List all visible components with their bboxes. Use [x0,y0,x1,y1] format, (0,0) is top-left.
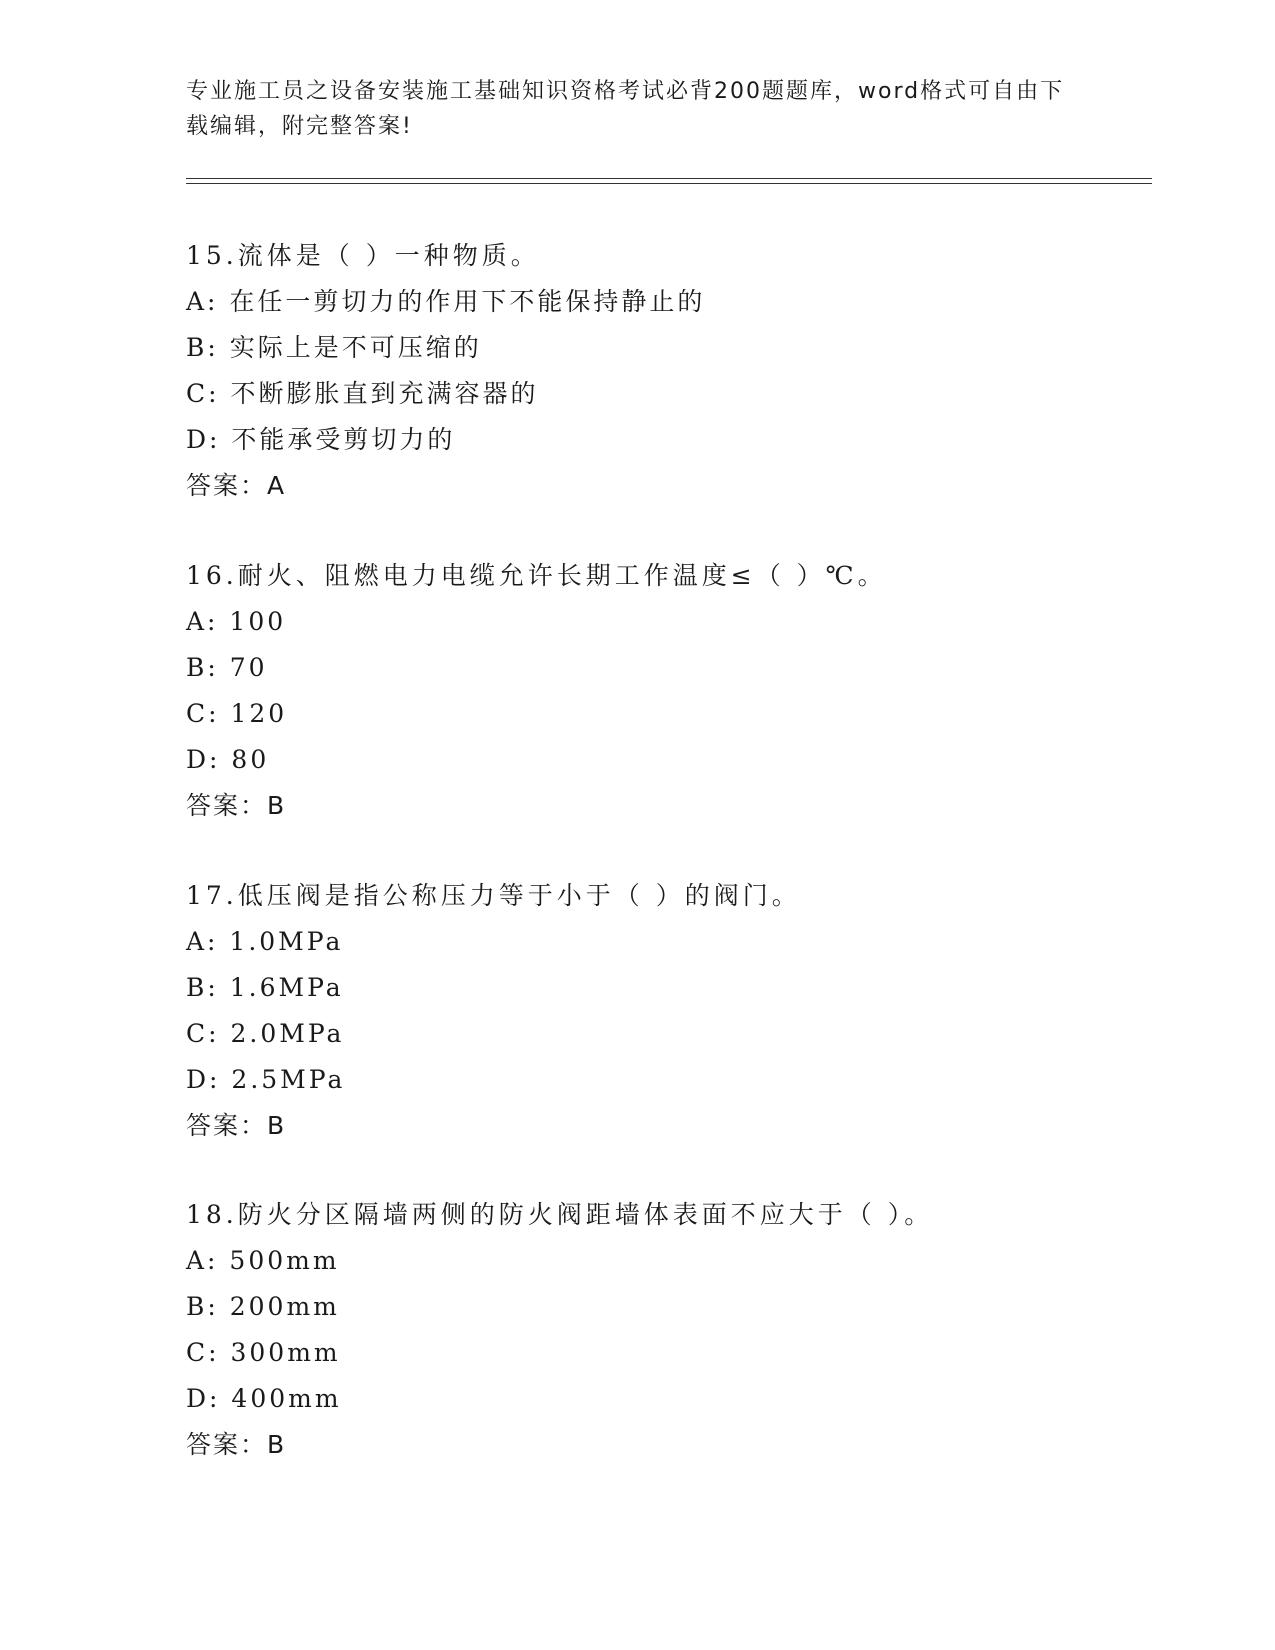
header-divider-top [186,178,1152,179]
option-d: D: 400mm [186,1384,342,1413]
document-header-title: 专业施工员之设备安装施工基础知识资格考试必背200题题库，word格式可自由下载编辑，附完整答案! [186,79,1065,139]
option-b: B: 实际上是不可压缩的 [186,333,482,362]
option-b: B: 200mm [186,1292,340,1321]
option-a: A: 1.0MPa [186,927,344,956]
answer-label: 答案：B [186,1111,287,1140]
question-18 [186,1192,1166,1468]
answer-label: 答案：A [186,471,287,500]
option-d: D: 2.5MPa [186,1065,346,1094]
option-c: C: 120 [186,699,288,728]
header-divider-bottom [186,183,1152,184]
option-c: C: 不断膨胀直到充满容器的 [186,379,539,408]
question-17 [186,873,1166,1149]
question-stem: 17.低压阀是指公称压力等于小于（ ）的阀门。 [186,881,801,910]
option-a: A: 100 [186,607,287,636]
answer-label: 答案：B [186,791,287,820]
question-stem: 16.耐火、阻燃电力电缆允许长期工作温度≤（ ）℃。 [186,561,887,590]
option-c: C: 300mm [186,1338,341,1367]
question-16 [186,553,1166,829]
question-stem: 15.流体是（ ）一种物质。 [186,241,540,270]
option-b: B: 1.6MPa [186,973,344,1002]
question-stem: 18.防火分区隔墙两侧的防火阀距墙体表面不应大于（ ）。 [186,1200,934,1229]
option-c: C: 2.0MPa [186,1019,345,1048]
question-15 [186,233,1166,509]
option-a: A: 在任一剪切力的作用下不能保持静止的 [186,287,706,316]
option-a: A: 500mm [186,1246,340,1275]
option-d: D: 80 [186,745,270,774]
option-d: D: 不能承受剪切力的 [186,425,456,454]
option-b: B: 70 [186,653,268,682]
answer-label: 答案：B [186,1430,287,1459]
